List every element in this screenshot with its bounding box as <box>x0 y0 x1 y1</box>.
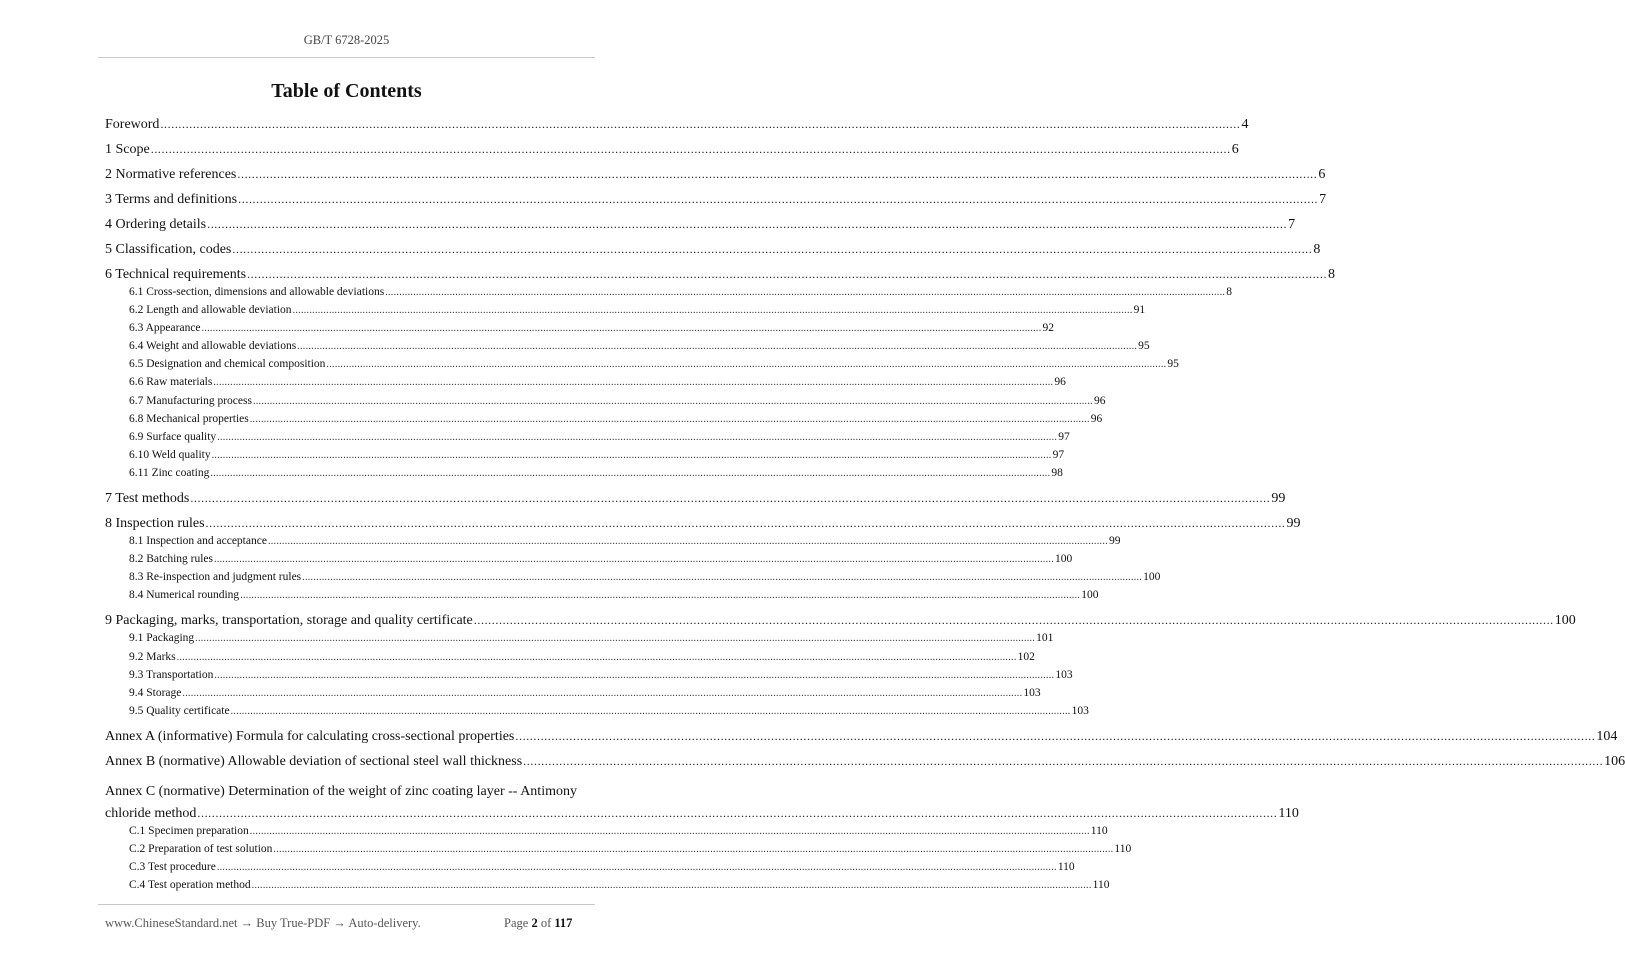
toc-entry-page: 100 <box>1554 613 1576 629</box>
toc-entry-title: chloride method <box>105 805 197 821</box>
toc-subentry[interactable] <box>105 858 1075 876</box>
toc-entry-page: 97 <box>1058 430 1070 443</box>
toc-entry-title: 6.4 Weight and allowable deviations <box>129 340 297 353</box>
toc-entry-packaging[interactable] <box>105 608 1576 629</box>
toc-entry-foreword[interactable] <box>105 112 1249 137</box>
toc-entry-title: 8.1 Inspection and acceptance <box>129 535 267 548</box>
toc-entry-page: 100 <box>1143 571 1161 584</box>
page-title: Table of Contents <box>271 80 422 102</box>
toc-subentry[interactable] <box>105 355 1179 373</box>
toc-subentry[interactable] <box>105 392 1106 410</box>
toc-subentry[interactable] <box>105 568 1161 586</box>
dot-leader: ............................................................................................................................................................................................................................................................................................................ <box>214 669 1055 681</box>
toc-entry-inspection-rules[interactable] <box>105 511 1301 532</box>
toc-subentry[interactable] <box>105 629 1054 647</box>
dot-leader: ............................................................................................................................................................................................................................................................................................................ <box>249 413 1090 425</box>
toc-entry-title: Foreword <box>105 117 160 132</box>
toc-entry-page: 96 <box>1090 412 1103 425</box>
toc-entry-title: 6.11 Zinc coating <box>129 466 210 479</box>
toc-entry-page: 110 <box>1278 805 1299 821</box>
toc-entry-page: 98 <box>1051 466 1063 479</box>
dot-leader: ............................................................................................................................................................................................................................................................................................................ <box>326 359 1167 371</box>
toc-entry-title: 8.3 Re-inspection and judgment rules <box>129 571 302 584</box>
dot-leader: ............................................................................................................................................................................................................................................................................................................ <box>210 467 1051 479</box>
dot-leader: ............................................................................................................................................................................................................................................................................................................ <box>523 753 1604 768</box>
toc-entry-title: C.2 Preparation of test solution <box>129 842 273 855</box>
dot-leader: ............................................................................................................................................................................................................................................................................................................ <box>182 687 1023 699</box>
arrow-icon: → <box>333 916 346 930</box>
dot-leader: ............................................................................................................................................................................................................................................................................................................ <box>205 516 1286 531</box>
toc-subentry[interactable] <box>105 373 1066 391</box>
toc-entry-page: 96 <box>1093 394 1106 407</box>
dot-leader: ............................................................................................................................................................................................................................................................................................................ <box>292 305 1133 317</box>
toc-entry-page: 7 <box>1288 217 1296 232</box>
toc-subentry[interactable] <box>105 840 1132 858</box>
toc-entry-page: 92 <box>1042 322 1055 335</box>
dot-leader: ............................................................................................................................................................................................................................................................................................................ <box>297 341 1138 353</box>
running-header: GB/T 6728-2025 <box>303 33 390 47</box>
toc-entry-title: C.3 Test procedure <box>129 861 216 874</box>
toc-entry-page: 104 <box>1596 728 1618 744</box>
dot-leader: ............................................................................................................................................................................................................................................................................................................ <box>247 267 1328 281</box>
toc-entry-title: 7 Test methods <box>105 491 190 507</box>
toc-subentry[interactable] <box>105 428 1070 446</box>
auto-delivery-text: Auto-delivery. <box>348 916 421 930</box>
toc-entry-scope[interactable] <box>105 137 1239 162</box>
toc-entry-page: 103 <box>1023 686 1041 699</box>
dot-leader: ............................................................................................................................................................................................................................................................................................................ <box>214 554 1054 566</box>
current-page: 2 <box>531 916 538 930</box>
toc-entry-annex-c-line1[interactable]: Annex C (normative) Determination of the weight of zinc coating layer -- Antimony <box>105 783 577 799</box>
toc-entry-page: 96 <box>1054 376 1066 389</box>
toc-entry-title: 9.2 Marks <box>129 650 176 663</box>
toc-entry-page: 4 <box>1241 117 1249 132</box>
toc-subentry[interactable] <box>105 550 1073 568</box>
dot-leader: ............................................................................................................................................................................................................................................................................................................ <box>267 536 1108 548</box>
toc-entry-title: 8.4 Numerical rounding <box>129 589 240 602</box>
dot-leader: ............................................................................................................................................................................................................................................................................................................ <box>160 117 1241 131</box>
toc-entry-title: 9.5 Quality certificate <box>129 704 230 717</box>
dot-leader: ............................................................................................................................................................................................................................................................................................................ <box>211 449 1052 461</box>
toc-entry-page: 110 <box>1057 861 1075 874</box>
toc-subentry[interactable] <box>105 337 1150 355</box>
toc-entry-title: 4 Ordering details <box>105 217 207 232</box>
toc-entry-classification[interactable] <box>105 237 1321 262</box>
page-label: Page <box>504 916 529 930</box>
dot-leader: ............................................................................................................................................................................................................................................................................................................ <box>232 242 1313 256</box>
dot-leader: ............................................................................................................................................................................................................................................................................................................ <box>201 323 1042 335</box>
toc-entry-title: 9.1 Packaging <box>129 632 195 645</box>
toc-subentry[interactable] <box>105 822 1108 840</box>
toc-entry-page: 106 <box>1604 753 1625 769</box>
toc-entry-title: Annex B (normative) Allowable deviation of sectional steel wall thickness <box>105 753 523 769</box>
toc-entry-page: 6 <box>1318 167 1326 182</box>
site-link[interactable]: www.ChineseStandard.net <box>105 916 238 930</box>
dot-leader: ............................................................................................................................................................................................................................................................................................................ <box>240 590 1081 602</box>
dot-leader: ............................................................................................................................................................................................................................................................................................................ <box>216 862 1057 874</box>
buy-pdf-link[interactable]: Buy True-PDF <box>256 916 331 930</box>
toc-subentry[interactable] <box>105 586 1099 604</box>
toc-entry-page: 99 <box>1271 491 1286 507</box>
dot-leader: ............................................................................................................................................................................................................................................................................................................ <box>249 825 1090 837</box>
toc-entry-page: 100 <box>1055 553 1073 566</box>
toc-entry-title: C.1 Specimen preparation <box>129 824 249 837</box>
toc-entry-ordering[interactable] <box>105 212 1296 237</box>
arrow-icon: → <box>240 916 254 930</box>
toc-entry-page: 103 <box>1071 704 1089 717</box>
toc-entry-technical-requirements[interactable] <box>105 262 1336 283</box>
toc-subentry[interactable] <box>105 684 1041 702</box>
toc-entry-page: 8 <box>1226 286 1232 298</box>
toc-entry-page: 110 <box>1114 842 1132 855</box>
toc-entry-page: 99 <box>1108 535 1121 548</box>
toc-subentry[interactable] <box>105 666 1073 684</box>
toc-entry-title: 6.1 Cross-section, dimensions and allowable deviations <box>129 286 385 298</box>
toc-entry-page: 6 <box>1231 142 1239 157</box>
dot-leader: ............................................................................................................................................................................................................................................................................................................ <box>230 705 1071 717</box>
page-number <box>504 916 572 931</box>
toc-entry-title: 6.7 Manufacturing process <box>129 394 252 407</box>
toc-entry-title: 1 Scope <box>105 142 150 157</box>
toc-entry-title: 2 Normative references <box>105 167 237 182</box>
toc-subentry[interactable] <box>105 464 1063 482</box>
toc-entry-title: 6.3 Appearance <box>129 322 201 335</box>
dot-leader: ............................................................................................................................................................................................................................................................................................................ <box>237 167 1318 181</box>
dot-leader: ............................................................................................................................................................................................................................................................................................................ <box>190 491 1271 506</box>
dot-leader: ............................................................................................................................................................................................................................................................................................................ <box>176 651 1017 663</box>
toc-entry-page: 101 <box>1036 632 1054 645</box>
toc-entry-page: 103 <box>1055 668 1073 681</box>
dot-leader: ............................................................................................................................................................................................................................................................................................................ <box>251 880 1092 892</box>
toc-entry-title: 8.2 Batching rules <box>129 553 213 566</box>
toc-entry-title: 9.4 Storage <box>129 686 182 699</box>
dot-leader: ............................................................................................................................................................................................................................................................................................................ <box>252 395 1093 407</box>
dot-leader: ............................................................................................................................................................................................................................................................................................................ <box>150 142 1231 156</box>
toc-entry-annex-a[interactable] <box>105 724 1618 749</box>
toc-entry-page: 95 <box>1167 358 1179 371</box>
footer-links <box>105 916 421 931</box>
toc-entry-page: 7 <box>1319 192 1327 207</box>
toc-entry-title: 6.9 Surface quality <box>129 430 217 443</box>
dot-leader: ............................................................................................................................................................................................................................................................................................................ <box>207 217 1288 231</box>
toc-entry-page: 102 <box>1017 650 1035 663</box>
toc-entry-page: 99 <box>1286 516 1301 532</box>
toc-subentry[interactable] <box>105 319 1055 337</box>
toc-entry-title: Annex A (informative) Formula for calculating cross-sectional properties <box>105 728 515 744</box>
dot-leader: ............................................................................................................................................................................................................................................................................................................ <box>195 633 1036 645</box>
toc-entry-title: 6.8 Mechanical properties <box>129 412 249 425</box>
table-of-contents <box>105 112 1625 894</box>
toc-entry-title: 9.3 Transportation <box>129 668 214 681</box>
toc-subentry[interactable] <box>105 648 1035 666</box>
toc-entry-title: 6.2 Length and allowable deviation <box>129 304 292 317</box>
toc-entry-annex-c-line2[interactable] <box>105 801 1299 822</box>
toc-entry-title: C.4 Test operation method <box>129 879 251 892</box>
toc-entry-title: 6.10 Weld quality <box>129 448 211 461</box>
toc-entry-page: 110 <box>1092 879 1110 892</box>
toc-subentry[interactable] <box>105 702 1089 720</box>
toc-entry-title: 6 Technical requirements <box>105 267 247 282</box>
toc-entry-title: 5 Classification, codes <box>105 242 232 257</box>
toc-entry-page: 8 <box>1313 242 1321 257</box>
toc-entry-page: 8 <box>1328 267 1336 282</box>
toc-subentry[interactable] <box>105 410 1103 428</box>
dot-leader: ............................................................................................................................................................................................................................................................................................................ <box>213 377 1054 389</box>
footer-rule <box>98 904 595 905</box>
toc-subentry[interactable] <box>105 446 1065 464</box>
toc-entry-title: 3 Terms and definitions <box>105 192 238 207</box>
toc-entry-title: 6.6 Raw materials <box>129 376 213 389</box>
toc-subentry[interactable] <box>105 532 1121 550</box>
dot-leader: ............................................................................................................................................................................................................................................................................................................ <box>473 613 1554 628</box>
toc-entry-page: 95 <box>1138 340 1150 353</box>
dot-leader: ............................................................................................................................................................................................................................................................................................................ <box>385 287 1226 298</box>
header-rule <box>98 57 595 58</box>
toc-entry-terms[interactable] <box>105 187 1327 212</box>
dot-leader: ............................................................................................................................................................................................................................................................................................................ <box>515 728 1596 743</box>
toc-entry-page: 110 <box>1090 824 1108 837</box>
dot-leader: ............................................................................................................................................................................................................................................................................................................ <box>273 843 1114 855</box>
dot-leader: ............................................................................................................................................................................................................................................................................................................ <box>197 805 1278 820</box>
toc-entry-page: 100 <box>1081 589 1099 602</box>
total-pages: 117 <box>554 916 573 930</box>
toc-entry-annex-b[interactable] <box>105 749 1625 774</box>
toc-entry-title: 8 Inspection rules <box>105 516 205 532</box>
toc-subentry[interactable] <box>105 283 1232 301</box>
toc-entry-page: 91 <box>1133 304 1146 317</box>
toc-entry-title: 6.5 Designation and chemical composition <box>129 358 326 371</box>
dot-leader: ............................................................................................................................................................................................................................................................................................................ <box>302 572 1143 584</box>
toc-entry-test-methods[interactable] <box>105 486 1286 511</box>
dot-leader: ............................................................................................................................................................................................................................................................................................................ <box>217 431 1058 443</box>
toc-subentry[interactable] <box>105 301 1146 319</box>
toc-subentry[interactable] <box>105 876 1110 894</box>
of-label: of <box>540 916 552 930</box>
toc-entry-normative-references[interactable] <box>105 162 1326 187</box>
toc-entry-title: 9 Packaging, marks, transportation, storage and quality certificate <box>105 613 473 629</box>
toc-entry-page: 97 <box>1052 448 1065 461</box>
dot-leader: ............................................................................................................................................................................................................................................................................................................ <box>238 192 1319 206</box>
